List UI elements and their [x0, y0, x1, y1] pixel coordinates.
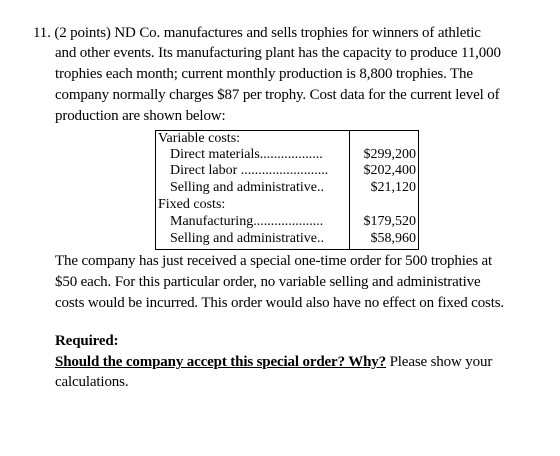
problem-line-1: 11. (2 points) ND Co. manufactures and sells trophies for winners of athletic — [33, 25, 481, 41]
required-instruction-cont: calculations. — [55, 374, 129, 390]
cost-amount: $202,400 — [363, 163, 416, 178]
cost-row-direct-labor — [156, 163, 418, 179]
required-heading: Required: — [55, 333, 119, 349]
fixed-costs-heading: Fixed costs: — [158, 197, 226, 212]
required-instruction: Please show your — [386, 354, 493, 370]
order-line-3: costs would be incurred. This order would also have no effect on fixed costs. — [55, 295, 505, 311]
cost-amount: $299,200 — [363, 147, 416, 162]
cost-label: Selling and administrative.. — [170, 180, 324, 195]
order-line-1: The company has just received a special one-time order for 500 trophies at — [55, 253, 493, 269]
required-question: Should the company accept this special order? Why? — [55, 354, 386, 370]
cost-label: Manufacturing.................... — [170, 214, 324, 229]
order-line-2: $50 each. For this particular order, no variable selling and administrative — [55, 274, 481, 290]
cost-label: Selling and administrative.. — [170, 231, 324, 246]
problem-line-5: production are shown below: — [55, 108, 226, 124]
cost-amount: $58,960 — [370, 231, 416, 246]
cost-label: Direct labor ......................... — [170, 163, 329, 178]
cost-row-variable-selling-admin — [156, 180, 418, 196]
cost-row-fixed-selling-admin — [156, 231, 418, 247]
cost-amount: $21,120 — [370, 180, 416, 195]
problem-line-2: and other events. Its manufacturing plant has the capacity to produce 11,000 — [55, 45, 501, 61]
cost-data-table — [155, 130, 419, 250]
variable-costs-heading: Variable costs: — [158, 131, 241, 146]
cost-amount: $179,520 — [363, 214, 416, 229]
problem-line-4: company normally charges $87 per trophy. Cost data for the current level of — [55, 87, 500, 103]
required-question-line — [55, 353, 492, 371]
cost-label: Direct materials.................. — [170, 147, 323, 162]
cost-row-direct-materials — [156, 147, 418, 163]
fixed-costs-heading-row — [156, 197, 418, 213]
problem-line-3: trophies each month; current monthly production is 8,800 trophies. The — [55, 66, 473, 82]
variable-costs-heading-row — [156, 131, 418, 147]
cost-row-manufacturing — [156, 214, 418, 230]
